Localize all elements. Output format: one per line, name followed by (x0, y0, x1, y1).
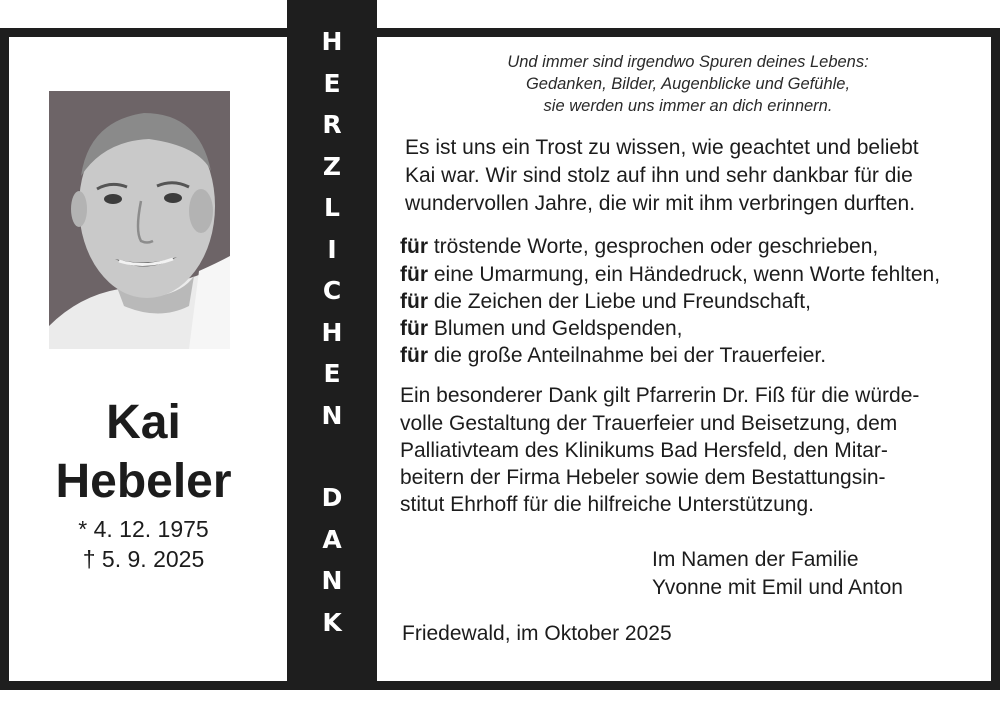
paragraph2-line: stitut Ehrhoff für die hilfreiche Unterstützung. (400, 493, 814, 516)
thanks-text: die Zeichen der Liebe und Freundschaft, (433, 290, 811, 313)
quote-line: sie werden uns immer an dich erinnern. (543, 97, 833, 115)
paragraph1-line: Kai war. Wir sind stolz auf ihn und sehr dankbar für die (405, 164, 913, 187)
thanks-list-item (400, 290, 811, 314)
thanks-list-item (400, 317, 683, 341)
band-word-herzlichen (287, 21, 377, 436)
deceased-last-name: Hebeler (55, 455, 232, 508)
band-letter: D (321, 483, 343, 512)
thanks-text: eine Umarmung, ein Händedruck, wenn Worte fehlten, (433, 263, 941, 286)
death-date: † 5. 9. 2025 (82, 546, 205, 572)
thanks-list-item (400, 235, 878, 259)
signature-line: Yvonne mit Emil und Anton (652, 576, 903, 599)
band-letter: A (322, 524, 342, 554)
thanks-list-item (400, 263, 940, 287)
band-letter: Z (322, 151, 342, 181)
thanks-text: Blumen und Geldspenden, (433, 317, 683, 340)
thanks-text: tröstende Worte, gesprochen oder geschrieben, (433, 235, 879, 258)
band-letter: C (322, 276, 342, 305)
band-letter: N (321, 566, 343, 595)
band-letter: I (327, 234, 337, 264)
birth-date: * 4. 12. 1975 (78, 516, 209, 542)
thanks-keyword: für (400, 235, 428, 258)
signature-line: Im Namen der Familie (652, 548, 859, 571)
portrait-photo (49, 91, 230, 349)
thanks-list-item (400, 344, 826, 368)
band-letter: H (321, 317, 343, 347)
place-date: Friedewald, im Oktober 2025 (402, 622, 672, 645)
paragraph1-line: Es ist uns ein Trost zu wissen, wie geachtet und beliebt (405, 136, 919, 159)
band-letter: R (322, 110, 342, 139)
paragraph2-line: beitern der Firma Hebeler sowie dem Bestattungsin- (400, 466, 886, 489)
band-letter: L (324, 193, 340, 222)
thanks-keyword: für (400, 317, 428, 340)
paragraph2-line: Ein besonderer Dank gilt Pfarrerin Dr. Fiß für die würde- (400, 384, 920, 407)
paragraph1-line: wundervollen Jahre, die wir mit ihm verbringen durften. (405, 192, 916, 215)
quote-line: Und immer sind irgendwo Spuren deines Lebens: (507, 53, 869, 71)
deceased-first-name: Kai (106, 396, 181, 449)
paragraph2-line: volle Gestaltung der Trauerfeier und Beisetzung, dem (400, 412, 898, 435)
band-letter: K (322, 607, 342, 637)
vertical-title-band (287, 0, 377, 690)
band-letter: E (323, 68, 341, 98)
portrait-illustration (49, 91, 230, 349)
band-word-dank (287, 477, 377, 643)
paragraph2-line: Palliativteam des Klinikums Bad Hersfeld, den Mitar- (400, 439, 888, 462)
quote-line: Gedanken, Bilder, Augenblicke und Gefühle, (525, 75, 851, 93)
thanks-keyword: für (400, 290, 428, 313)
thanks-keyword: für (400, 344, 428, 367)
band-letter: N (321, 400, 343, 430)
band-letter: H (321, 27, 343, 56)
band-letter: E (323, 359, 341, 388)
thanks-text: die große Anteilnahme bei der Trauerfeier. (433, 344, 827, 367)
thanks-keyword: für (400, 263, 428, 286)
